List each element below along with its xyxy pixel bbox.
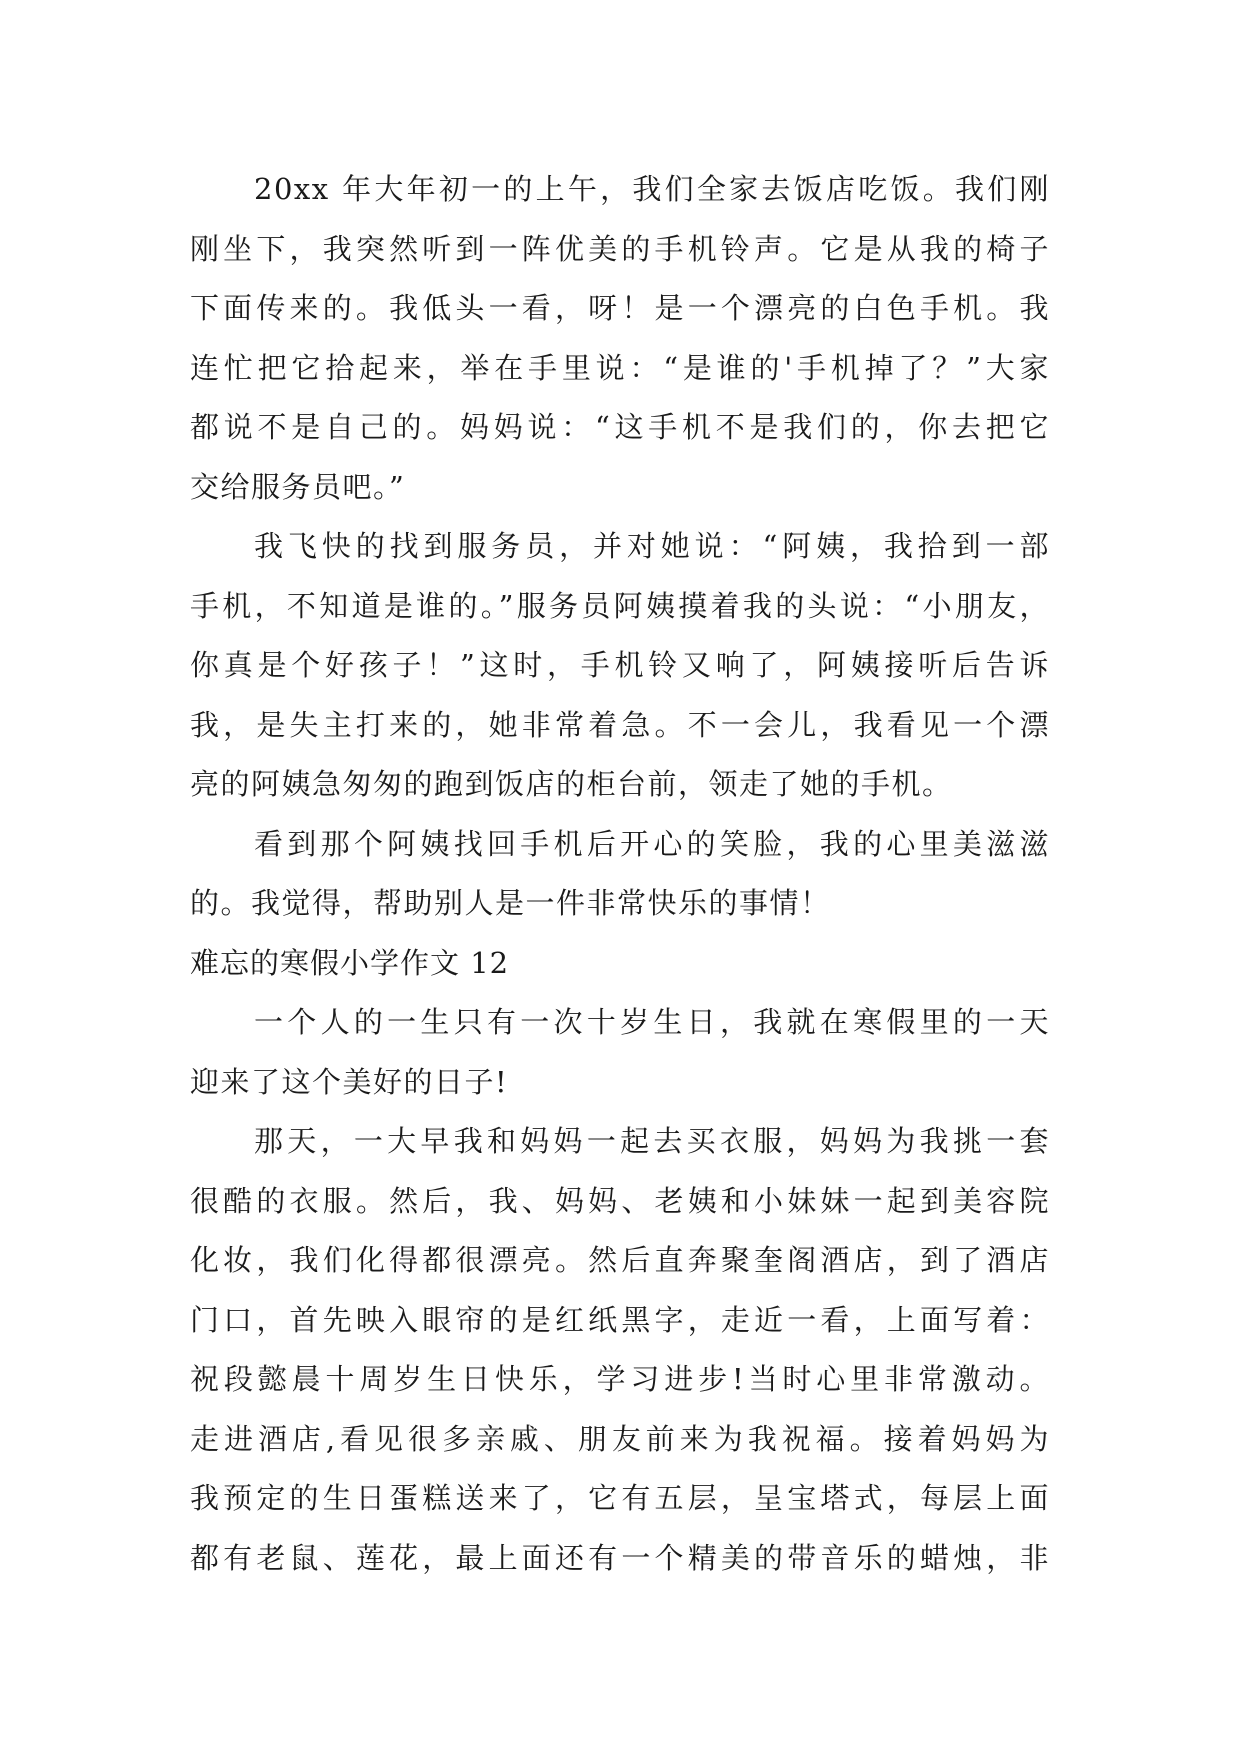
text-line: 看到那个阿姨找回手机后开心的笑脸，我的心里美滋滋 <box>254 826 1050 861</box>
text-line: 连忙把它拾起来，举在手里说：“是谁的'手机掉了？”大家 <box>190 350 1050 385</box>
text-line: 刚坐下，我突然听到一阵优美的手机铃声。它是从我的椅子 <box>190 231 1050 266</box>
text-line: 祝段懿晨十周岁生日快乐，学习进步!当时心里非常激动。 <box>190 1362 1050 1396</box>
text-line: 20xx 年大年初一的上午，我们全家去饭店吃饭。我们刚 <box>254 172 1050 206</box>
text-line: 我，是失主打来的，她非常着急。不一会儿，我看见一个漂 <box>190 707 1050 742</box>
text-line: 亮的阿姨急匆匆的跑到饭店的柜台前，领走了她的手机。 <box>190 767 953 801</box>
paragraph-2 <box>190 517 1050 815</box>
text-line: 走进酒店,看见很多亲戚、朋友前来为我祝福。接着妈妈为 <box>190 1421 1050 1456</box>
text-line: 的。我觉得，帮助别人是一件非常快乐的事情！ <box>190 886 831 920</box>
text-line: 我飞快的找到服务员，并对她说：“阿姨，我拾到一部 <box>254 529 1050 563</box>
text-line: 迎来了这个美好的日子! <box>190 1064 509 1099</box>
text-line: 下面传来的。我低头一看，呀！是一个漂亮的白色手机。我 <box>190 291 1050 325</box>
text-line: 我预定的生日蛋糕送来了，它有五层，呈宝塔式，每层上面 <box>190 1481 1050 1515</box>
text-line: 都说不是自己的。妈妈说：“这手机不是我们的，你去把它 <box>190 410 1050 444</box>
paragraph-3 <box>190 815 1050 934</box>
paragraph-1 <box>190 160 1050 517</box>
document-body <box>190 160 1050 1588</box>
text-line: 都有老鼠、莲花，最上面还有一个精美的带音乐的蜡烛，非 <box>190 1540 1050 1575</box>
text-line: 化妆，我们化得都很漂亮。然后直奔聚奎阁酒店，到了酒店 <box>190 1243 1050 1277</box>
text-line: 门口，首先映入眼帘的是红纸黑字，走近一看，上面写着： <box>190 1302 1050 1337</box>
text-line: 手机，不知道是谁的。”服务员阿姨摸着我的头说：“小朋友， <box>190 588 1050 623</box>
text-line: 交给服务员吧。” <box>190 469 406 504</box>
heading-text: 难忘的寒假小学作文 12 <box>190 945 510 980</box>
text-line: 你真是个好孩子！”这时，手机铃又响了，阿姨接听后告诉 <box>190 648 1050 682</box>
paragraph-4 <box>190 993 1050 1112</box>
text-line: 很酷的衣服。然后，我、妈妈、老姨和小妹妹一起到美容院 <box>190 1183 1050 1218</box>
text-line: 一个人的一生只有一次十岁生日，我就在寒假里的一天 <box>254 1005 1050 1039</box>
section-heading <box>190 934 1050 994</box>
paragraph-5 <box>190 1112 1050 1588</box>
text-line: 那天，一大早我和妈妈一起去买衣服，妈妈为我挑一套 <box>254 1124 1050 1158</box>
